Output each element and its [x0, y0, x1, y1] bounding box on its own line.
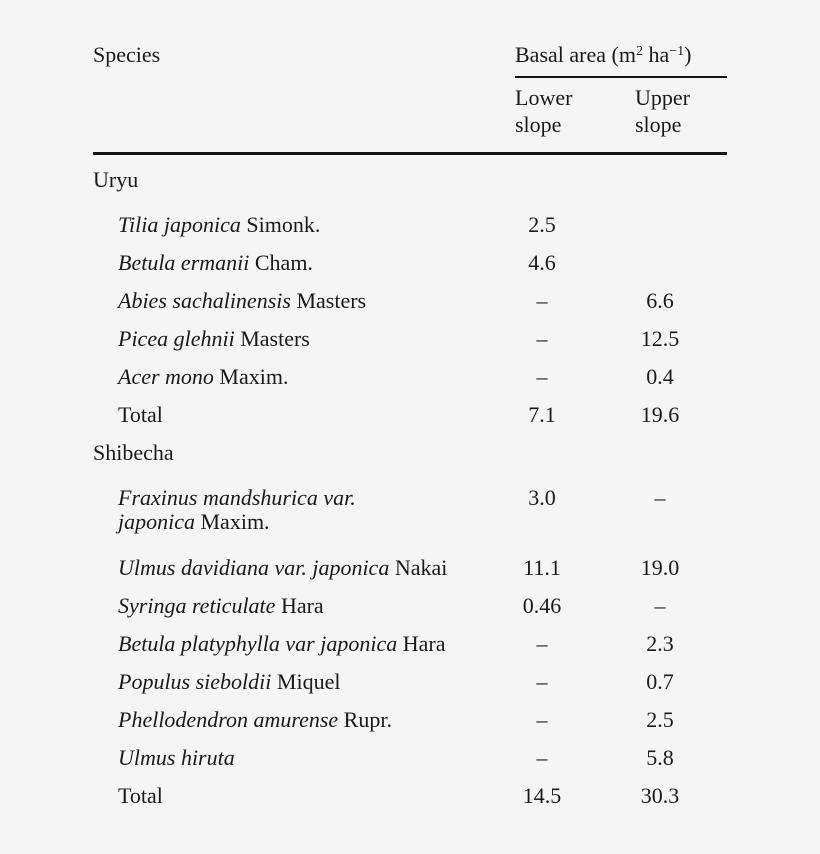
species-authority: Maxim.	[200, 509, 270, 534]
upper-slope-line1: Upper	[635, 85, 690, 110]
lower-slope-value: –	[536, 745, 548, 770]
basal-area-superscript-minus1: −1	[669, 44, 685, 59]
lower-slope-value: 11.1	[523, 555, 561, 580]
basal-area-superscript-2: 2	[635, 44, 643, 59]
group-total-row	[93, 403, 727, 427]
table-row	[93, 708, 727, 732]
species-scientific-name: Betula platyphylla var japonica	[118, 631, 398, 656]
species-cell	[93, 670, 497, 694]
species-column-header: Species	[93, 42, 161, 67]
upper-slope-column-header	[635, 84, 690, 138]
upper-slope-value: 0.4	[646, 364, 674, 389]
species-cell	[93, 251, 497, 275]
site-group-label-shibecha: Shibecha	[93, 440, 174, 465]
table-row	[93, 556, 727, 580]
basal-area-label-post: )	[684, 42, 692, 67]
species-scientific-name: Tilia japonica	[118, 212, 241, 237]
group-total-row	[93, 784, 727, 808]
lower-slope-value: –	[536, 288, 548, 313]
species-cell	[93, 289, 497, 313]
basal-area-column-header	[497, 42, 727, 68]
lower-slope-value: –	[536, 707, 548, 732]
basal-area-underline-rule	[515, 76, 727, 78]
species-cell	[93, 486, 497, 534]
header-separator-rule	[93, 152, 727, 155]
species-cell	[93, 213, 497, 237]
species-authority: Hara	[402, 631, 446, 656]
lower-slope-value: 4.6	[528, 250, 556, 275]
table-row	[93, 670, 727, 694]
species-cell	[93, 556, 497, 580]
upper-slope-value: –	[654, 593, 666, 618]
lower-slope-value: 2.5	[528, 212, 556, 237]
lower-slope-value: 3.0	[528, 485, 556, 510]
upper-slope-value: 5.8	[646, 745, 674, 770]
species-scientific-name: Betula ermanii	[118, 250, 250, 275]
species-authority: Rupr.	[343, 707, 392, 732]
lower-slope-line2: slope	[515, 112, 562, 137]
total-label: Total	[118, 783, 163, 808]
species-scientific-name: Picea glehnii	[118, 326, 235, 351]
lower-slope-value: –	[536, 669, 548, 694]
lower-slope-value: –	[536, 631, 548, 656]
species-scientific-name: Ulmus davidiana var. japonica	[118, 555, 390, 580]
species-authority: Nakai	[394, 555, 448, 580]
species-authority: Masters	[240, 326, 310, 351]
species-cell	[93, 365, 497, 389]
species-authority: Maxim.	[219, 364, 289, 389]
upper-slope-value: 2.3	[646, 631, 674, 656]
upper-slope-line2: slope	[635, 112, 682, 137]
upper-slope-value: 0.7	[646, 669, 674, 694]
species-scientific-name: Populus sieboldii	[118, 669, 272, 694]
lower-slope-column-header	[515, 84, 635, 138]
lower-slope-value: –	[536, 364, 548, 389]
table-row	[93, 594, 727, 618]
species-cell	[93, 746, 497, 770]
species-scientific-name-line1: Fraxinus mandshurica var.	[118, 485, 356, 510]
table-row	[93, 289, 727, 313]
species-authority: Miquel	[276, 669, 341, 694]
lower-slope-total: 14.5	[522, 783, 562, 808]
species-scientific-name-line2: japonica	[118, 509, 195, 534]
total-label: Total	[118, 402, 163, 427]
upper-slope-value: 6.6	[646, 288, 674, 313]
table-body	[93, 168, 727, 808]
species-authority: Simonk.	[246, 212, 321, 237]
species-authority: Cham.	[254, 250, 313, 275]
basal-area-table	[93, 42, 727, 822]
table-row	[93, 746, 727, 770]
species-authority: Masters	[296, 288, 367, 313]
species-authority: Hara	[280, 593, 324, 618]
table-row	[93, 632, 727, 656]
upper-slope-value: 2.5	[646, 707, 674, 732]
slope-subheaders	[497, 84, 727, 138]
lower-slope-value: –	[536, 326, 548, 351]
basal-area-label-mid: ha	[642, 42, 670, 67]
upper-slope-value: 19.0	[640, 555, 680, 580]
table-row	[93, 327, 727, 351]
lower-slope-value: 0.46	[522, 593, 562, 618]
species-cell	[93, 632, 497, 656]
table-row	[93, 365, 727, 389]
basal-area-header-group	[497, 42, 727, 138]
species-scientific-name: Ulmus hiruta	[118, 745, 235, 770]
species-scientific-name: Phellodendron amurense	[118, 707, 339, 732]
basal-area-label-pre: Basal area (m	[515, 42, 636, 67]
species-scientific-name: Abies sachalinensis	[118, 288, 291, 313]
lower-slope-line1: Lower	[515, 85, 573, 110]
site-group-label-uryu: Uryu	[93, 167, 139, 192]
table-row	[93, 213, 727, 237]
upper-slope-value: –	[654, 485, 666, 510]
species-scientific-name: Syringa reticulate	[118, 593, 276, 618]
upper-slope-total: 30.3	[640, 783, 680, 808]
upper-slope-total: 19.6	[640, 402, 680, 427]
species-cell	[93, 708, 497, 732]
lower-slope-total: 7.1	[528, 402, 556, 427]
species-cell	[93, 327, 497, 351]
upper-slope-value: 12.5	[640, 326, 680, 351]
species-scientific-name: Acer mono	[118, 364, 214, 389]
table-header	[93, 42, 727, 138]
table-row	[93, 486, 727, 534]
species-cell	[93, 594, 497, 618]
table-row	[93, 251, 727, 275]
